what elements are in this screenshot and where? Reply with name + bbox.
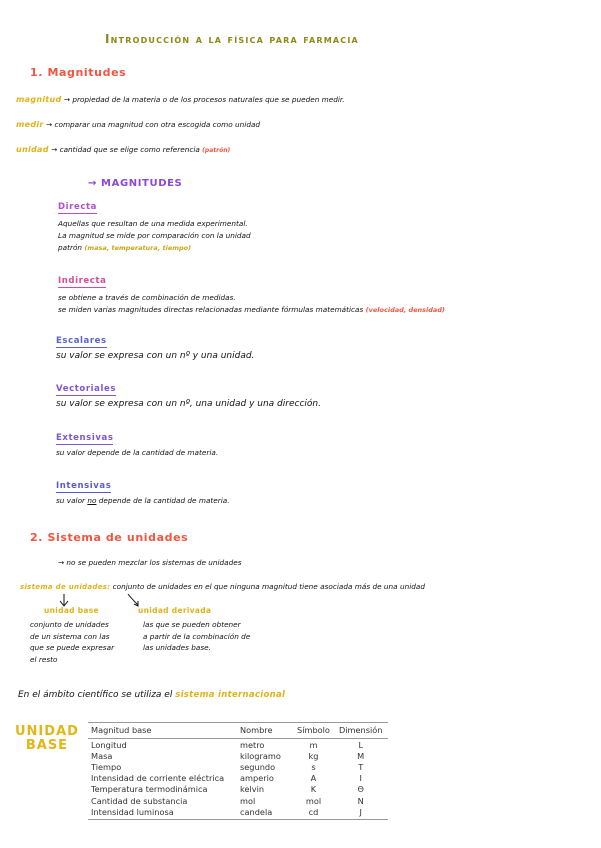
table-row: Tiempo segundo s T — [91, 761, 364, 772]
def-extra: (patrón) — [202, 147, 231, 154]
intl-system-name: sistema internacional — [175, 690, 286, 700]
unidad-derivada-text: las que se pueden obtener a partir de la combinación de las unidades base. — [143, 620, 251, 652]
type-indirecta-label: Indirecta — [58, 276, 107, 286]
term-magnitud: magnitud — [16, 95, 62, 104]
col-header-magnitud: Magnitud base — [88, 723, 237, 739]
table-header-row — [88, 723, 388, 739]
type-intensivas-label: Intensivas — [56, 481, 112, 491]
unidad-derivada-label: unidad derivada — [138, 606, 212, 615]
col-header-nombre: Nombre — [237, 723, 294, 739]
section-1-heading: 1. Magnitudes — [30, 66, 127, 79]
table-row: Masa kilogramo kg M — [91, 750, 365, 761]
section-2-heading: 2. Sistema de unidades — [30, 531, 189, 544]
magnitudes-heading: → MAGNITUDES — [88, 178, 183, 189]
si-def-text: conjunto de unidades en el que ninguna magnitud tiene asociada más de una unidad — [112, 582, 425, 591]
directa-examples: (masa, temperatura, tiempo) — [84, 244, 192, 252]
type-intensivas-text: su valor no depende de la cantidad de materia. — [56, 496, 230, 505]
table-row: Temperatura termodinámica kelvin K Θ — [91, 784, 364, 795]
indirecta-examples: (velocidad, densidad) — [365, 306, 445, 314]
type-vectoriales-text: su valor se expresa con un nº, una unidad y una dirección. — [56, 399, 321, 409]
sec2-note: → no se pueden mezclar los sistemas de unidades — [58, 558, 242, 567]
term-medir: medir — [16, 120, 44, 129]
def-unidad — [16, 145, 230, 154]
table-row: Longitud metro m L — [91, 739, 363, 750]
table-row: Intensidad de corriente eléctrica amperio A I — [91, 773, 362, 784]
type-indirecta-text: se obtiene a través de combinación de medidas. se miden varias magnitudes directas relacionadas mediante fórmulas matemáticas (velocidad, densidad) — [58, 293, 445, 314]
type-escalares-text: su valor se expresa con un nº y una unidad. — [56, 351, 255, 361]
def-text: propiedad de la materia o de los procesos naturales que se pueden medir. — [72, 95, 345, 104]
type-extensivas-label: Extensivas — [56, 433, 114, 443]
def-text: cantidad que se elige como referencia — [59, 145, 200, 154]
def-medir — [16, 120, 260, 129]
col-header-dimension: Dimensión — [336, 723, 389, 739]
unidad-base-side-label: UNIDAD BASE — [15, 724, 79, 753]
type-extensivas-text: su valor depende de la cantidad de materia. — [56, 448, 219, 457]
si-definition — [20, 582, 425, 591]
unidad-base-text: conjunto de unidades de un sistema con las que se puede expresar el resto — [30, 620, 115, 664]
table-row: Intensidad luminosa candela cd J — [88, 806, 388, 819]
term-unidad: unidad — [16, 145, 49, 154]
unidad-base-label: unidad base — [44, 606, 99, 615]
type-escalares-label: Escalares — [56, 336, 107, 346]
type-directa-label: Directa — [58, 202, 97, 212]
arrow-icon: → — [63, 95, 70, 104]
def-magnitud — [16, 95, 345, 104]
page-title: Introducción a la física para farmacia — [105, 32, 359, 46]
col-header-simbolo: Símbolo — [294, 723, 336, 739]
type-directa-text: Aquellas que resultan de una medida experimental. La magnitud se mide por comparación con la unidad patrón (masa, temperatura, tiempo) — [58, 219, 251, 252]
arrow-icon: → — [46, 120, 53, 129]
si-term: sistema de unidades: — [20, 583, 111, 591]
type-vectoriales-label: Vectoriales — [56, 384, 116, 394]
arrow-icon: → — [51, 145, 58, 154]
def-text: comparar una magnitud con otra escogida como unidad — [54, 120, 261, 129]
si-units-table — [88, 722, 388, 820]
table-row: Cantidad de substancia mol mol N — [91, 795, 364, 806]
intl-system-line: En el ámbito científico se utiliza el sistema internacional — [18, 690, 286, 700]
